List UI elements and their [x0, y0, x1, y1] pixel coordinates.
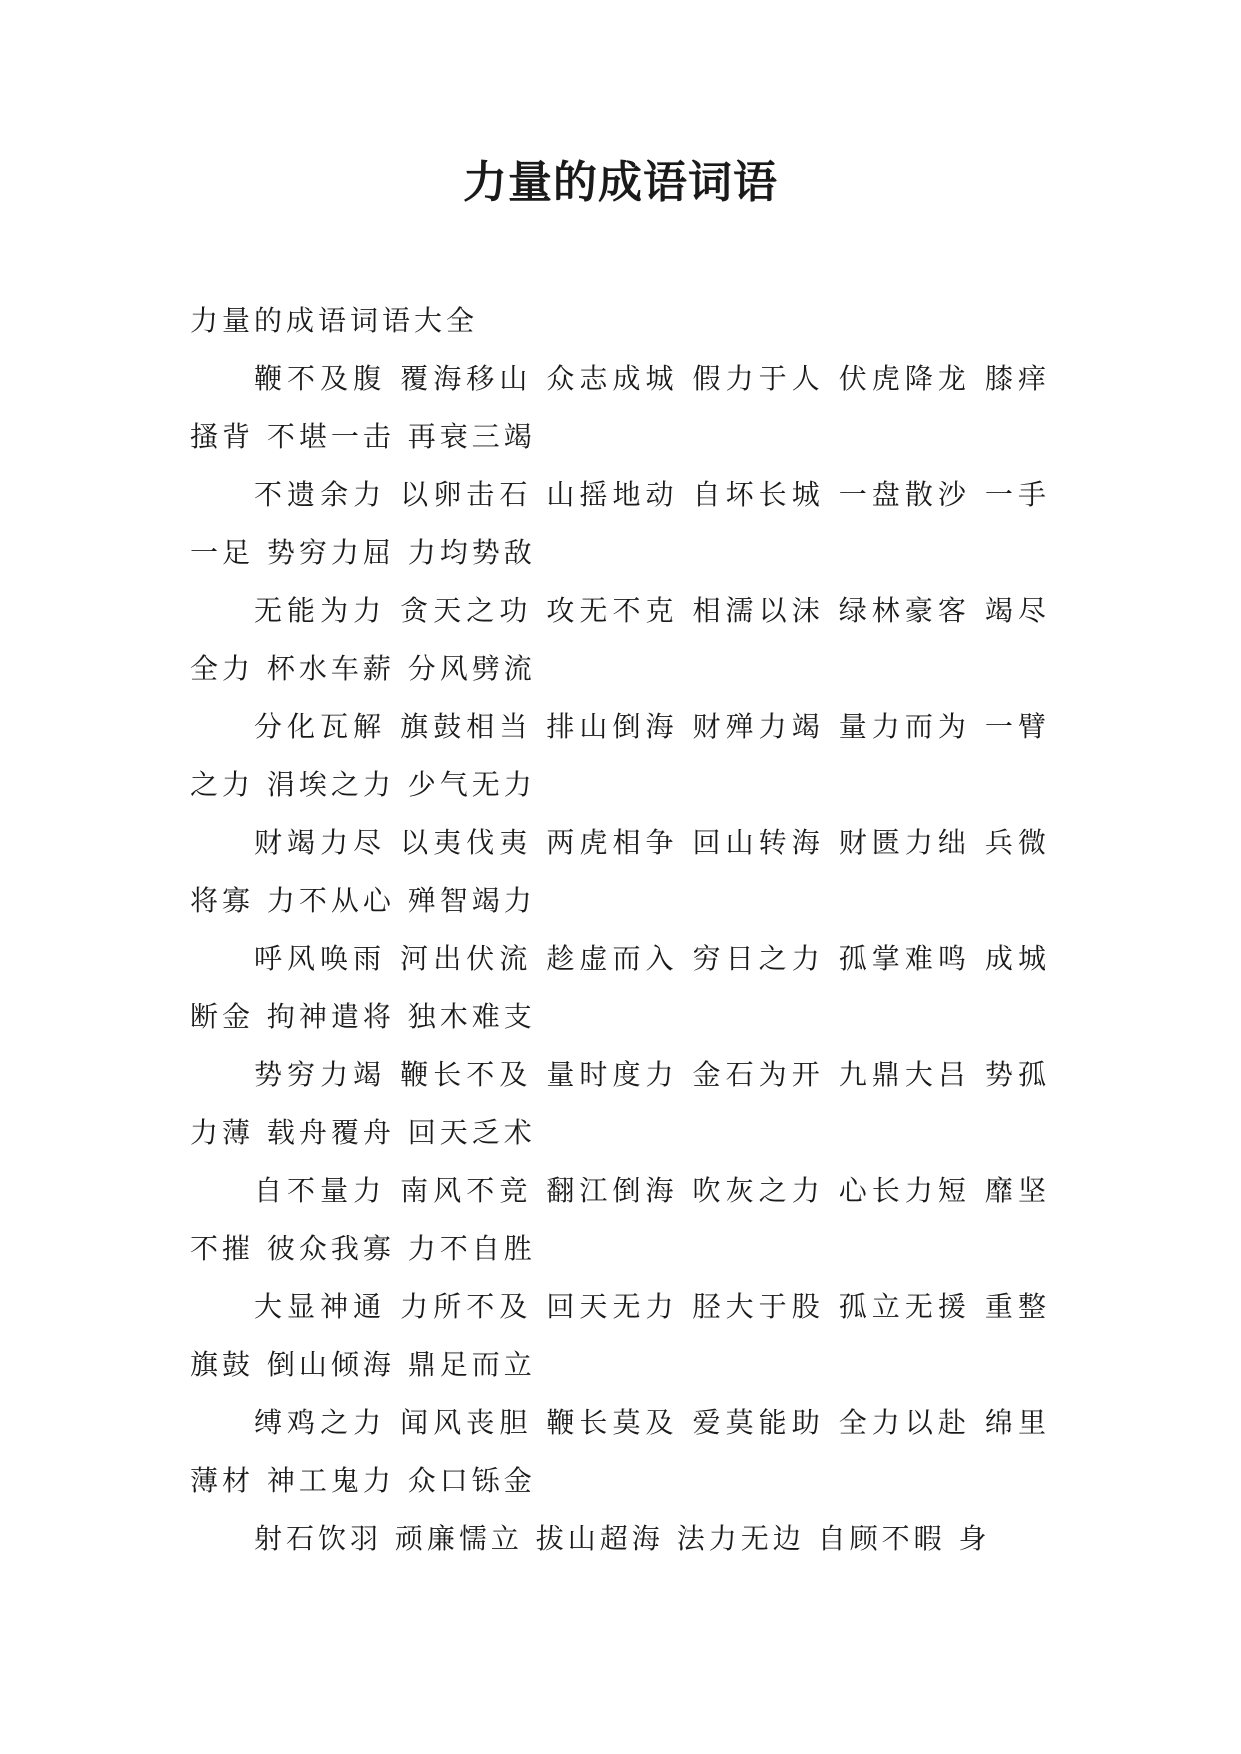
- idiom-paragraph: 势穷力竭 鞭长不及 量时度力 金石为开 九鼎大吕 势孤力薄 载舟覆舟 回天乏术: [190, 1058, 1050, 1149]
- idiom-paragraph: 财竭力尽 以夷伐夷 两虎相争 回山转海 财匮力绌 兵微将寡 力不从心 殚智竭力: [190, 826, 1050, 917]
- idiom-paragraph: 大显神通 力所不及 回天无力 胫大于股 孤立无援 重整旗鼓 倒山倾海 鼎足而立: [190, 1290, 1050, 1381]
- document-body: [190, 292, 1050, 1568]
- idiom-paragraph: 呼风唤雨 河出伏流 趁虚而入 穷日之力 孤掌难鸣 成城断金 拘神遣将 独木难支: [190, 942, 1050, 1033]
- section-heading: 力量的成语词语大全: [190, 304, 479, 337]
- idiom-paragraph: 不遗余力 以卵击石 山摇地动 自坏长城 一盘散沙 一手一足 势穷力屈 力均势敌: [190, 478, 1050, 569]
- idiom-paragraph: 分化瓦解 旗鼓相当 排山倒海 财殚力竭 量力而为 一臂之力 涓埃之力 少气无力: [190, 710, 1050, 801]
- document-title: 力量的成语词语: [463, 157, 778, 208]
- idiom-paragraph: 缚鸡之力 闻风丧胆 鞭长莫及 爱莫能助 全力以赴 绵里薄材 神工鬼力 众口铄金: [190, 1406, 1050, 1497]
- idiom-paragraph: 鞭不及腹 覆海移山 众志成城 假力于人 伏虎降龙 膝痒搔背 不堪一击 再衰三竭: [190, 362, 1050, 453]
- idiom-paragraph: 自不量力 南风不竞 翻江倒海 吹灰之力 心长力短 靡坚不摧 彼众我寡 力不自胜: [190, 1174, 1050, 1265]
- idiom-paragraph: 无能为力 贪天之功 攻无不克 相濡以沫 绿林豪客 竭尽全力 杯水车薪 分风劈流: [190, 594, 1050, 685]
- idiom-paragraph: 射石饮羽 顽廉懦立 拔山超海 法力无边 自顾不暇 身: [254, 1522, 991, 1555]
